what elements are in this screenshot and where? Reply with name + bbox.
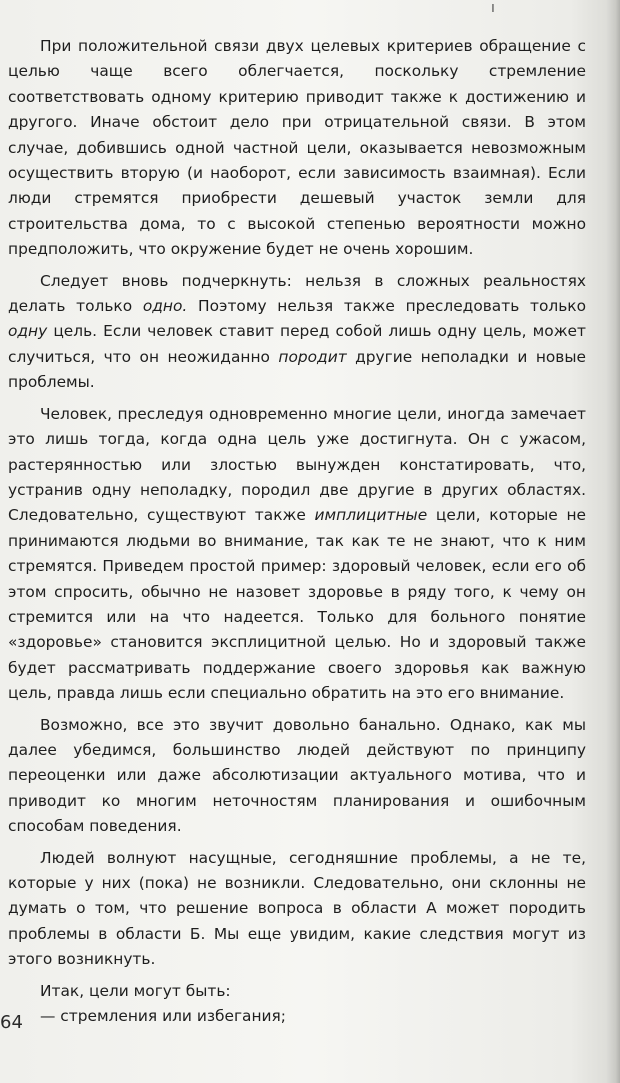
paragraph-2-emphasis-odno: одно. xyxy=(142,297,188,316)
page-number: 64 xyxy=(0,1012,23,1033)
paragraph-5 xyxy=(8,846,586,973)
paragraph-1-text: При положительной связи двух целевых критериев обращение с целью чаще всего облегчается, поскольку стремление соответствовать одному критерию приводит также к достижению и другого. Иначе обстоит дело при отрицательной связи. В этом случае, добившись одной частной цели, оказывается невозможным осуществить вторую (и наоборот, если зависимость взаимная). Если люди стремятся приобрести дешевый участок земли для строительства дома, то с высокой степенью вероятности можно предположить, что окружение будет не очень хорошим. xyxy=(8,37,586,259)
paragraph-3-text-b: цели, которые не принимаются людьми во внимание, так как те не знают, что к ним стремятся. Приведем простой пример: здоровый человек, если его об этом спросить, обычно не назовет здоровье в ряду того, к чему он стремится или на что надеется. Только для больного понятие «здоровье» становится эксплицитной целью. Но и здоровый также будет рассматривать поддержание своего здоровья как важную цель, правда лишь если специально обратить на это его внимание. xyxy=(8,506,586,703)
paragraph-2-text-a: Следует вновь подчеркнуть: нельзя в сложных реальностях делать только xyxy=(8,271,586,316)
paragraph-5-text: Людей волнуют насущные, сегодняшние проблемы, а не те, которые у них (пока) не возникли. Следовательно, они склонны не думать о том, что решение вопроса в области А может породить проблемы в области Б. Мы еще увидим, какие следствия могут из этого возникнуть. xyxy=(8,848,586,969)
paragraph-1 xyxy=(8,34,586,263)
top-margin-mark: ı xyxy=(491,0,495,16)
paragraph-2-text-d: другие неполадки и новые проблемы. xyxy=(8,347,586,392)
paragraph-4 xyxy=(8,713,586,840)
paragraph-2-text-c: цель. Если человек ставит перед собой лишь одну цель, может случиться, что он неожиданно xyxy=(8,322,586,366)
paragraph-2-emphasis-odnu: одну xyxy=(8,322,48,341)
paragraph-4-text: Возможно, все это звучит довольно банально. Однако, как мы далее убедимся, большинство людей действуют по принципу переоценки или даже абсолютизации актуального мотива, что и приводит ко многим неточностям планирования и ошибочным способам поведения. xyxy=(8,715,586,836)
paragraph-2-text-b: Поэтому нельзя также преследовать только xyxy=(187,297,586,316)
list-item-1: — стремления или избегания; xyxy=(40,1007,286,1026)
binding-edge-shadow xyxy=(606,0,620,1083)
paragraph-3-text-a: Человек, преследуя одновременно многие цели, иногда замечает это лишь тогда, когда одна цель уже достигнута. Он с ужасом, растерянностью или злостью вынужден констатировать, что, устранив одну неполадку, породил две другие в других областях. Следовательно, существуют также xyxy=(8,404,586,525)
paragraph-3-emphasis-implicit: имплицитные xyxy=(314,506,428,525)
paragraph-2 xyxy=(8,269,586,396)
paragraph-2-emphasis-porodit: породит xyxy=(278,347,347,366)
list-intro: Итак, цели могут быть: xyxy=(40,981,231,1000)
paragraph-3 xyxy=(8,402,586,707)
body-text xyxy=(8,34,586,1029)
